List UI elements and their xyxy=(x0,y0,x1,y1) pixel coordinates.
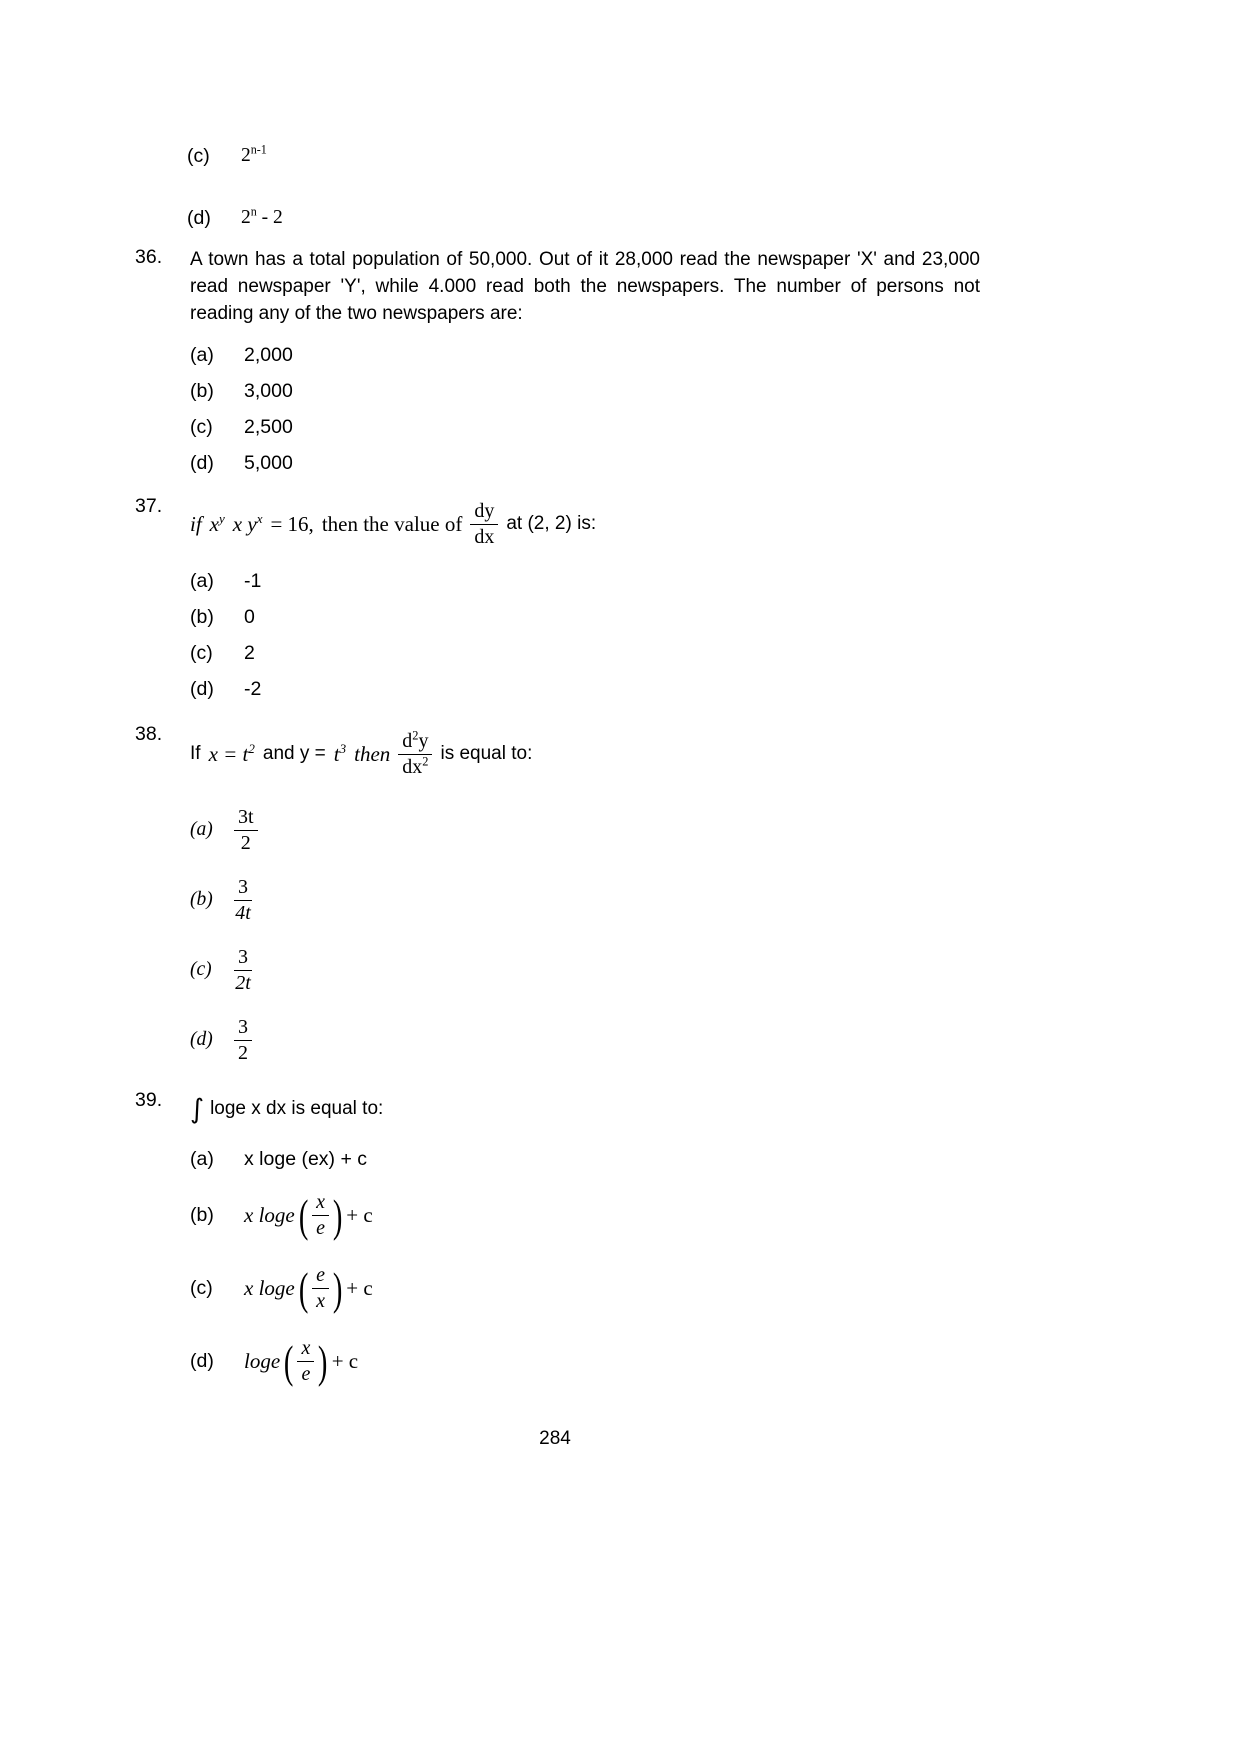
question-37 xyxy=(135,495,980,707)
math-expression xyxy=(244,1264,373,1313)
math-base: d xyxy=(402,729,413,752)
math-expression xyxy=(244,1337,358,1386)
option-row xyxy=(190,409,980,445)
option-value: x loge (ex) + c xyxy=(244,1147,368,1170)
option-label: (b) xyxy=(190,889,213,910)
option-label: (b) xyxy=(190,1204,214,1226)
expression-prefix: loge xyxy=(244,1349,281,1373)
expression-prefix: x loge xyxy=(244,1276,295,1300)
expression-suffix: + c xyxy=(346,1276,373,1300)
option-value xyxy=(241,142,267,167)
fraction xyxy=(234,876,252,925)
math-exponent: n xyxy=(250,204,257,219)
fraction xyxy=(234,946,252,995)
math-exponent: 3 xyxy=(339,740,347,756)
page-number: 284 xyxy=(539,1428,571,1449)
exam-page-content xyxy=(135,138,980,1398)
option-label: (b) xyxy=(190,605,214,628)
option-value: -2 xyxy=(244,677,262,700)
option-value: -1 xyxy=(244,569,262,592)
math-exponent: y xyxy=(219,510,225,526)
math-base: 2 xyxy=(241,207,251,228)
fraction-denominator: dx xyxy=(474,525,495,548)
question-stem xyxy=(190,723,980,785)
math-base: dx xyxy=(402,755,423,778)
option-value: 2,000 xyxy=(244,343,293,366)
expression-prefix: x loge xyxy=(244,1203,295,1227)
fraction-denominator: 2t xyxy=(235,971,251,994)
option-label: (a) xyxy=(190,569,214,592)
question-number: 36. xyxy=(135,246,163,268)
option-label: (c) xyxy=(190,415,213,438)
fraction-numerator: 3 xyxy=(234,1016,252,1041)
option-row xyxy=(190,1325,980,1398)
option-row xyxy=(190,935,980,1005)
fraction-denominator: x xyxy=(316,1290,325,1312)
option-label: (c) xyxy=(190,959,212,980)
question-body xyxy=(190,246,980,481)
options-list xyxy=(190,337,980,481)
question-39 xyxy=(135,1089,980,1398)
option-row xyxy=(190,671,980,707)
question-body xyxy=(190,495,980,707)
math-exponent: 2 xyxy=(422,753,429,768)
fraction-numerator: dy xyxy=(470,500,498,525)
fraction-denominator: e xyxy=(316,1217,325,1239)
fraction xyxy=(312,1191,329,1240)
question-stem xyxy=(190,1089,980,1129)
prev-option-c xyxy=(135,138,980,174)
option-label: (d) xyxy=(187,206,211,229)
option-label: (d) xyxy=(190,451,214,474)
question-body xyxy=(190,1089,980,1398)
question-number: 39. xyxy=(135,1089,163,1111)
math-base: x = t xyxy=(208,741,249,766)
question-text: A town has a total population of 50,000. Out of it 28,000 read the newspaper 'X' and 23,000 read newspaper 'Y', while 4.000 read both the newspapers. The number of persons not reading any of the two newspapers are: xyxy=(190,249,980,324)
option-row xyxy=(190,563,980,599)
stem-word: then xyxy=(354,741,391,766)
integral-sign: ∫ xyxy=(190,1093,205,1125)
option-label: (c) xyxy=(187,144,210,167)
option-row xyxy=(190,599,980,635)
option-row xyxy=(190,635,980,671)
question-38 xyxy=(135,723,980,1075)
math-term xyxy=(334,742,346,767)
left-paren: ( xyxy=(284,1335,294,1387)
question-number: 38. xyxy=(135,723,163,745)
math-base: 2 xyxy=(241,145,251,166)
fraction-numerator: 3t xyxy=(234,806,258,831)
option-row xyxy=(190,373,980,409)
fraction xyxy=(297,1337,314,1386)
question-36 xyxy=(135,246,980,481)
math-exponent: n-1 xyxy=(250,142,267,157)
option-label: (a) xyxy=(190,343,214,366)
expression-suffix: + c xyxy=(331,1349,359,1373)
right-paren: ) xyxy=(332,1262,343,1314)
option-value: 5,000 xyxy=(244,451,293,474)
stem-text: then the value of xyxy=(321,511,463,536)
math-term xyxy=(209,742,255,767)
option-row xyxy=(190,445,980,481)
fraction-denominator: 4t xyxy=(235,901,251,924)
option-label: (d) xyxy=(190,1350,214,1372)
fraction xyxy=(234,1016,252,1065)
option-label: (c) xyxy=(190,641,213,664)
stem-text: loge x dx is equal to: xyxy=(210,1098,384,1119)
stem-word: if xyxy=(190,511,202,536)
math-base: x xyxy=(209,511,219,536)
stem-text: is equal to: xyxy=(440,743,533,764)
options-list xyxy=(190,563,980,707)
left-paren: ( xyxy=(298,1189,309,1241)
option-label: (d) xyxy=(190,1029,213,1050)
fraction-numerator xyxy=(398,727,432,755)
option-row xyxy=(190,865,980,935)
question-stem xyxy=(190,495,980,553)
math-term xyxy=(233,512,263,537)
option-value: 3,000 xyxy=(244,379,293,402)
option-row xyxy=(190,1252,980,1325)
math-expression xyxy=(244,1191,373,1240)
option-value: 2 xyxy=(244,641,255,664)
options-list xyxy=(190,1139,980,1398)
option-label: (d) xyxy=(190,677,214,700)
stem-word: If xyxy=(190,743,201,764)
option-value xyxy=(241,204,283,229)
option-row xyxy=(190,795,980,865)
math-equals: = 16, xyxy=(270,511,314,536)
fraction-denominator: 2 xyxy=(238,1041,248,1064)
math-exponent: 2 xyxy=(248,740,255,756)
option-label: (b) xyxy=(190,379,214,402)
fraction-denominator: 2 xyxy=(240,831,251,854)
option-label: (a) xyxy=(190,1147,214,1170)
math-base: y xyxy=(418,729,429,752)
prev-option-d xyxy=(135,200,980,236)
option-value: 0 xyxy=(244,605,255,628)
fraction-numerator: 3 xyxy=(234,946,252,971)
fraction-numerator: x xyxy=(297,1337,314,1362)
fraction-d2y-dx2 xyxy=(398,727,432,779)
fraction-numerator: x xyxy=(312,1191,329,1216)
question-number: 37. xyxy=(135,495,163,517)
expression-suffix: + c xyxy=(346,1203,373,1227)
options-list xyxy=(190,795,980,1075)
question-body xyxy=(190,723,980,1075)
fraction-numerator: 3 xyxy=(234,876,252,901)
stem-text: at (2, 2) is: xyxy=(506,513,597,534)
fraction-denominator xyxy=(398,755,432,779)
fraction-dy-dx xyxy=(470,500,498,549)
option-row xyxy=(190,1139,980,1179)
right-paren: ) xyxy=(332,1189,343,1241)
fraction-denominator: e xyxy=(301,1363,311,1385)
fraction xyxy=(234,806,258,855)
right-paren: ) xyxy=(318,1335,328,1387)
math-suffix: - 2 xyxy=(256,207,283,228)
option-row xyxy=(190,337,980,373)
math-base: x y xyxy=(232,511,257,536)
option-row xyxy=(190,1179,980,1252)
fraction xyxy=(312,1264,329,1313)
option-value: 2,500 xyxy=(244,415,293,438)
math-base: t xyxy=(333,741,340,766)
math-term xyxy=(210,512,225,537)
left-paren: ( xyxy=(298,1262,309,1314)
math-exponent: x xyxy=(256,510,263,526)
option-row xyxy=(190,1005,980,1075)
math-exponent: 2 xyxy=(412,727,419,742)
stem-text: and y = xyxy=(262,743,326,764)
option-label: (a) xyxy=(190,819,213,840)
fraction-numerator: e xyxy=(312,1264,329,1289)
option-label: (c) xyxy=(190,1277,213,1299)
